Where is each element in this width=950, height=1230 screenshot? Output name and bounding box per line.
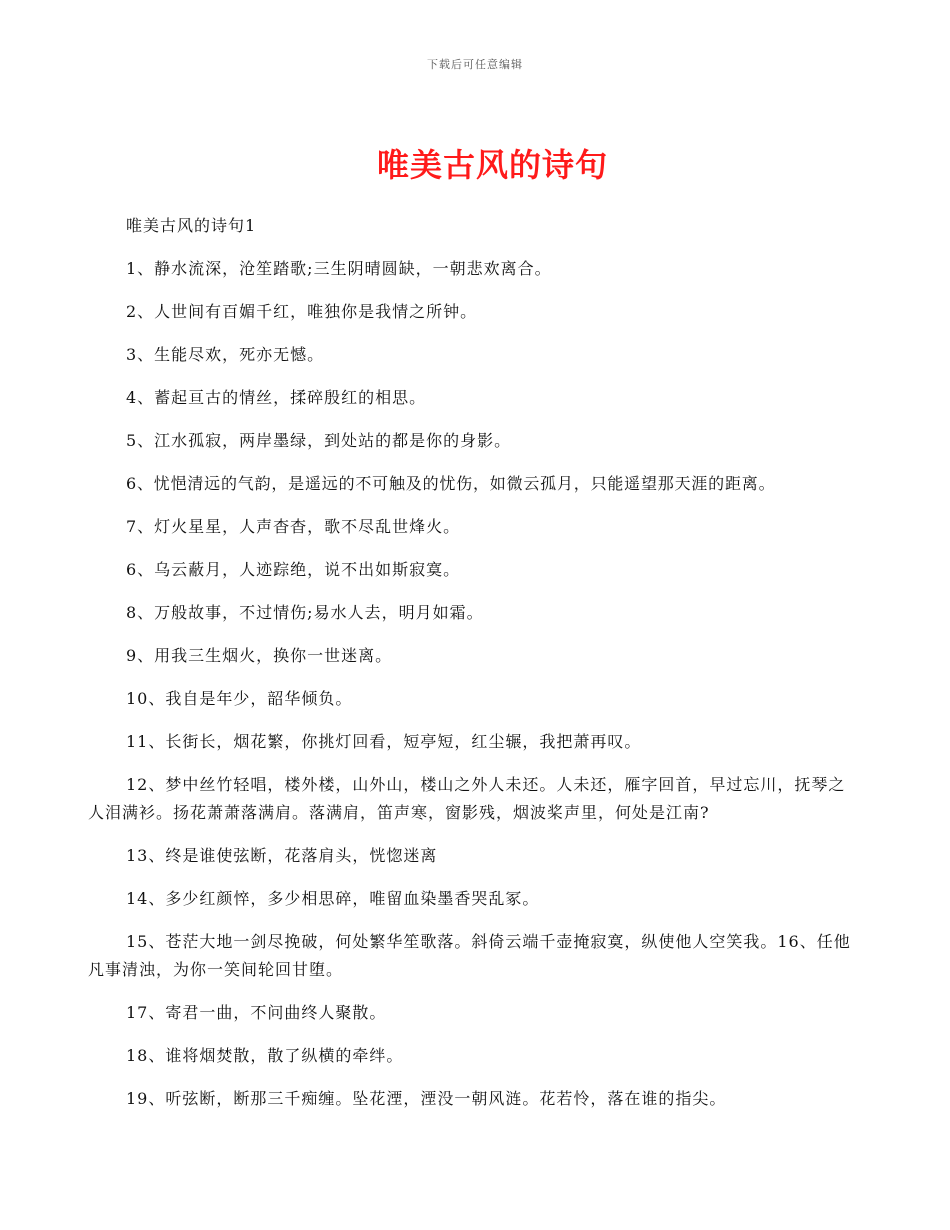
poem-line: 6、乌云蔽月，人迹踪绝，说不出如斯寂寞。 — [126, 560, 461, 579]
poem-line: 17、寄君一曲，不问曲终人聚散。 — [126, 1003, 387, 1022]
poem-line: 13、终是谁使弦断，花落肩头，恍惚迷离 — [126, 846, 438, 865]
page-title: 唯美古风的诗句 — [376, 146, 608, 184]
poem-line: 12、梦中丝竹轻唱，楼外楼，山外山，楼山之外人未还。人未还，雁字回首，早过忘川，抚琴之人泪满衫。扬花萧萧落满肩。落满肩，笛声寒，窗影残，烟波桨声里，何处是江南? — [88, 775, 846, 822]
poem-line: 18、谁将烟焚散，散了纵横的牵绊。 — [126, 1046, 404, 1065]
poem-line: 1、静水流深，沧笙踏歌;三生阴晴圆缺，一朝悲欢离合。 — [126, 259, 552, 278]
poem-line: 19、听弦断，断那三千痴缠。坠花湮，湮没一朝风涟。花若怜，落在谁的指尖。 — [126, 1089, 727, 1108]
section-heading: 唯美古风的诗句1 — [126, 216, 257, 235]
poem-line: 4、蓄起亘古的情丝，揉碎殷红的相思。 — [126, 388, 427, 407]
document-body — [88, 212, 860, 1128]
poem-line: 2、人世间有百媚千红，唯独你是我情之所钟。 — [126, 302, 478, 321]
poem-line: 10、我自是年少，韶华倾负。 — [126, 689, 353, 708]
poem-line: 6、忧悒清远的气韵，是遥远的不可触及的忧伤，如微云孤月，只能遥望那天涯的距离。 — [126, 474, 776, 493]
poem-line: 14、多少红颜悴，多少相思碎，唯留血染墨香哭乱冢。 — [126, 889, 540, 908]
poem-line: 5、江水孤寂，两岸墨绿，到处站的都是你的身影。 — [126, 431, 512, 450]
poem-line: 11、长街长，烟花繁，你挑灯回看，短亭短，红尘辗，我把萧再叹。 — [126, 732, 642, 751]
header-note: 下载后可任意编辑 — [427, 58, 523, 71]
poem-line: 7、灯火星星，人声杳杳，歌不尽乱世烽火。 — [126, 517, 461, 536]
poem-line: 9、用我三生烟火，换你一世迷离。 — [126, 646, 393, 665]
poem-line: 3、生能尽欢，死亦无憾。 — [126, 345, 325, 364]
poem-line: 15、苍茫大地一剑尽挽破，何处繁华笙歌落。斜倚云端千壶掩寂寞，纵使他人空笑我。16、任他凡事清浊，为你一笑间轮回甘堕。 — [88, 932, 851, 979]
poem-line: 8、万般故事，不过情伤;易水人去，明月如霜。 — [126, 603, 484, 622]
